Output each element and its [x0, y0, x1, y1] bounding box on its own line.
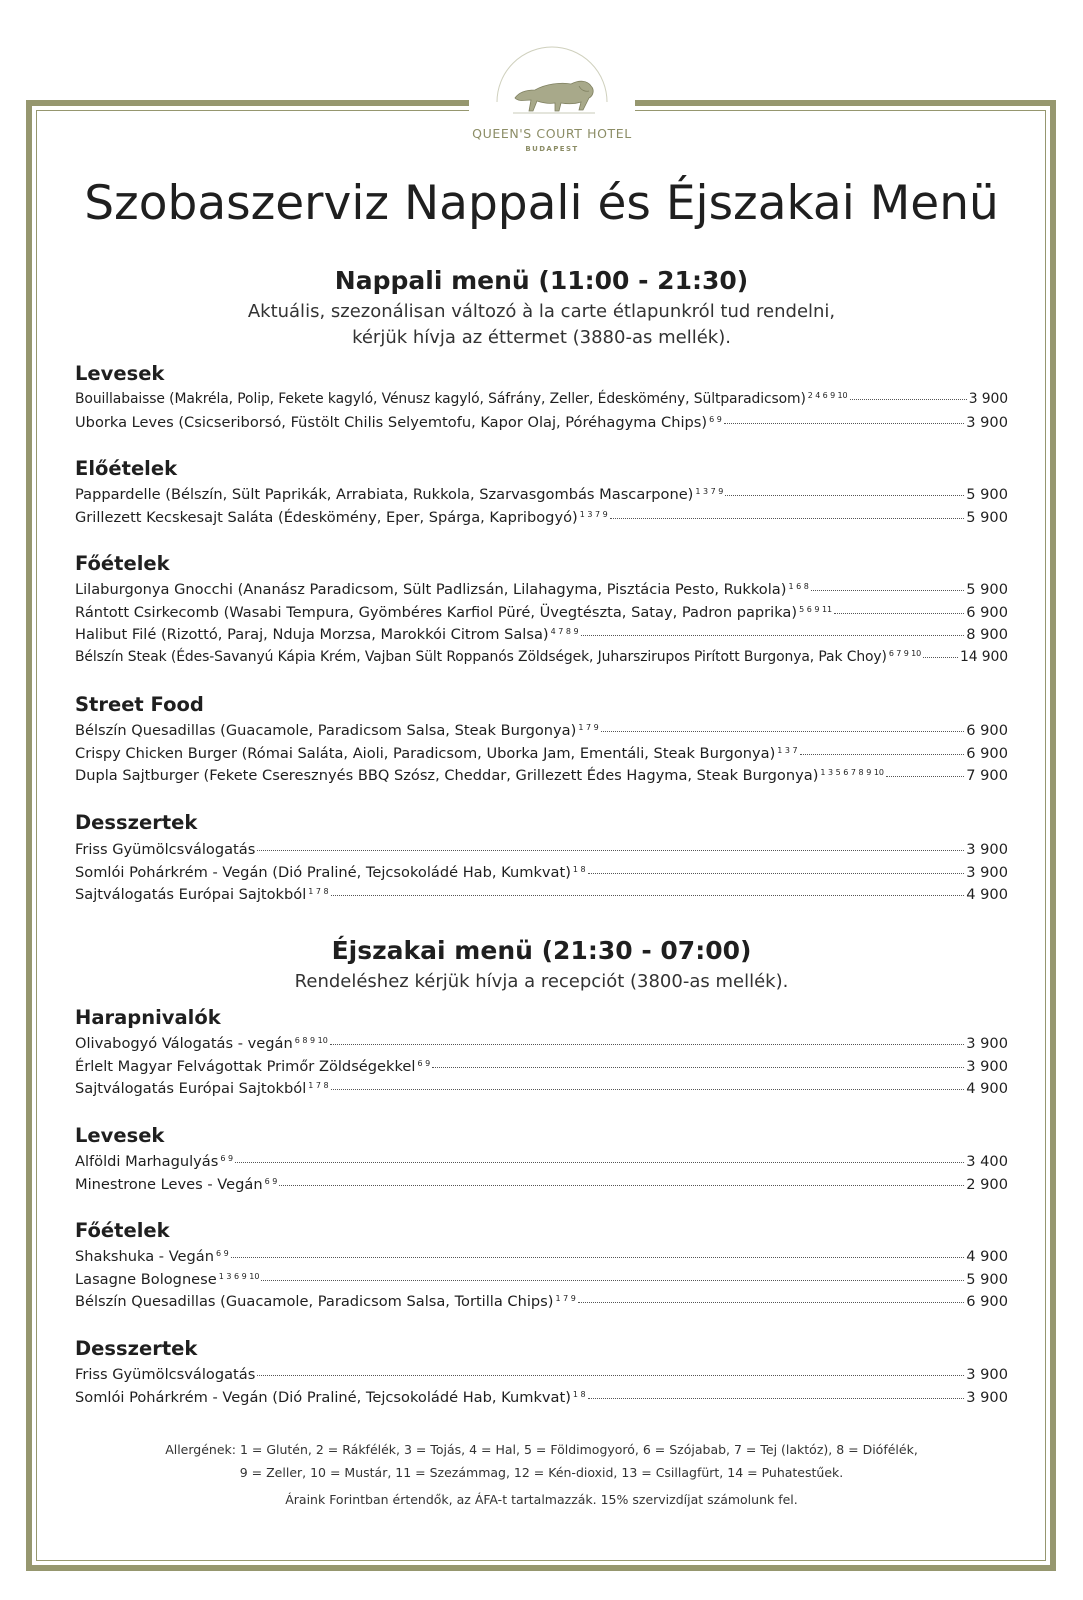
menu-item-price: 3 900 — [966, 863, 1008, 881]
allergen-codes: 6 9 — [417, 1058, 431, 1068]
menu-item-title: Crispy Chicken Burger (Római Saláta, Aioli, Paradicsom, Uborka Jam, Ementáli, Steak Burgonya) — [75, 744, 776, 762]
menu-item — [75, 745, 1008, 768]
hotel-name: QUEEN'S COURT HOTEL — [472, 126, 632, 141]
menu-item-price: 3 900 — [966, 1388, 1008, 1406]
menu-item-list — [75, 1153, 1008, 1198]
dot-leader — [724, 423, 964, 424]
menu-item-list — [75, 722, 1008, 790]
menu-item-name — [75, 1176, 277, 1193]
allergen-legend-2: 9 = Zeller, 10 = Mustár, 11 = Szezámmag, 12 = Kén-dioxid, 13 = Csillagfürt, 14 = Puhatestűek. — [239, 1465, 844, 1480]
menu-item-name — [75, 1389, 586, 1406]
dot-leader — [261, 1280, 964, 1281]
menu-item — [75, 1248, 1008, 1271]
category-heading: Street Food — [75, 693, 204, 716]
menu-item-price: 8 900 — [966, 626, 1008, 643]
dot-leader — [886, 776, 964, 777]
menu-item-title: Halibut Filé (Rizottó, Paraj, Nduja Morzsa, Marokkói Citrom Salsa) — [75, 626, 549, 643]
menu-item-price: 6 900 — [966, 1293, 1008, 1310]
menu-item — [75, 391, 1008, 414]
menu-item-list — [75, 1035, 1008, 1103]
menu-item — [75, 1293, 1008, 1316]
menu-item-title: Pappardelle (Bélszín, Sült Paprikák, Arrabiata, Rukkola, Szarvasgombás Mascarpone) — [75, 486, 694, 503]
menu-item-title: Érlelt Magyar Felvágottak Primőr Zöldségekkel — [75, 1057, 416, 1075]
allergen-codes: 1 7 8 — [308, 887, 329, 896]
category-heading: Levesek — [75, 362, 165, 385]
page-title: Szobaszerviz Nappali és Éjszakai Menü — [84, 176, 999, 231]
menu-item-title: Uborka Leves (Csicseriborsó, Füstölt Chilis Selyemtofu, Kapor Olaj, Póréhagyma Chips) — [75, 413, 708, 431]
category-heading: Főételek — [75, 552, 170, 575]
menu-item-name — [75, 1035, 328, 1052]
menu-item — [75, 841, 1008, 864]
dot-leader — [834, 613, 964, 614]
dot-leader — [588, 873, 965, 874]
menu-item-title: Bélszín Quesadillas (Guacamole, Paradicsom Salsa, Steak Burgonya) — [75, 722, 577, 739]
menu-item — [75, 886, 1008, 909]
menu-item — [75, 1080, 1008, 1103]
menu-item-name — [75, 1058, 430, 1075]
menu-item — [75, 1058, 1008, 1081]
menu-item-price: 3 900 — [966, 1057, 1008, 1075]
dot-leader — [811, 590, 964, 591]
night-menu-note: Rendeléshez kérjük hívja a recepciót (3800-as mellék). — [294, 971, 789, 992]
allergen-codes: 1 7 9 — [555, 1294, 576, 1303]
price-note: Áraink Forintban értendők, az ÁFA-t tartalmazzák. 15% szervizdíjat számolunk fel. — [285, 1492, 798, 1507]
menu-item-list — [75, 1248, 1008, 1316]
menu-item-name — [75, 1153, 233, 1170]
menu-item-name — [75, 722, 599, 739]
dot-leader — [330, 1044, 964, 1045]
allergen-codes: 6 9 — [264, 1176, 278, 1186]
allergen-codes: 4 7 8 9 — [550, 627, 579, 636]
dot-leader — [257, 850, 964, 851]
menu-item-name — [75, 581, 809, 598]
menu-item-name — [75, 841, 255, 858]
dot-leader — [581, 635, 965, 636]
menu-item — [75, 1153, 1008, 1176]
menu-item-price: 5 900 — [966, 1270, 1008, 1288]
dot-leader — [231, 1257, 965, 1258]
menu-item — [75, 486, 1008, 509]
dot-leader — [331, 895, 965, 896]
menu-item — [75, 1366, 1008, 1389]
dot-leader — [279, 1185, 964, 1186]
menu-item — [75, 414, 1008, 437]
allergen-codes: 6 7 9 10 — [888, 648, 922, 658]
menu-item-name — [75, 886, 329, 903]
menu-item — [75, 1389, 1008, 1412]
dot-leader — [235, 1162, 964, 1163]
menu-item-title: Bouillabaisse (Makréla, Polip, Fekete kagyló, Vénusz kagyló, Sáfrány, Zeller, Édeskömény, Sültparadicsom) — [75, 391, 806, 407]
dot-leader — [331, 1089, 965, 1090]
dot-leader — [257, 1375, 964, 1376]
hotel-city: BUDAPEST — [525, 145, 579, 153]
allergen-codes: 1 8 — [572, 864, 586, 874]
menu-item-title: Somlói Pohárkrém - Vegán (Dió Praliné, Tejcsokoládé Hab, Kumkvat) — [75, 1388, 571, 1406]
menu-item — [75, 864, 1008, 887]
allergen-codes: 1 3 5 6 7 8 9 10 — [820, 768, 884, 777]
category-heading: Főételek — [75, 1219, 170, 1242]
allergen-codes: 1 7 8 — [308, 1081, 329, 1090]
menu-item-price: 4 900 — [966, 1248, 1008, 1265]
dot-leader — [610, 518, 965, 519]
lion-icon — [509, 68, 597, 116]
menu-item-title: Minestrone Leves - Vegán — [75, 1175, 263, 1193]
menu-item-title: Olivabogyó Válogatás - vegán — [75, 1035, 293, 1052]
menu-item-title: Lasagne Bolognese — [75, 1270, 217, 1288]
menu-item-name — [75, 745, 798, 762]
menu-item-price: 5 900 — [966, 508, 1008, 526]
menu-item-price: 3 900 — [966, 1366, 1008, 1383]
menu-item-name — [75, 864, 586, 881]
menu-item-price: 6 900 — [966, 744, 1008, 762]
dot-leader — [601, 731, 965, 732]
menu-item — [75, 626, 1008, 649]
day-menu-heading: Nappali menü (11:00 - 21:30) — [334, 266, 749, 295]
menu-item-price: 3 900 — [966, 1035, 1008, 1052]
night-menu-heading: Éjszakai menü (21:30 - 07:00) — [331, 936, 752, 965]
allergen-legend-1: Allergének: 1 = Glutén, 2 = Rákfélék, 3 = Tojás, 4 = Hal, 5 = Földimogyoró, 6 = Szójabab, 7 = Tej (laktóz), 8 = Diófélék, — [165, 1442, 918, 1457]
allergen-codes: 1 3 6 9 10 — [218, 1271, 260, 1281]
day-menu-note-2: kérjük hívja az éttermet (3880-as mellék). — [352, 327, 731, 348]
allergen-codes: 2 4 6 9 10 — [807, 391, 848, 400]
allergen-codes: 1 3 7 9 — [695, 487, 724, 496]
menu-item-price: 4 900 — [966, 886, 1008, 903]
menu-item-list — [75, 391, 1008, 436]
menu-item-title: Grillezett Kecskesajt Saláta (Édeskömény, Eper, Spárga, Kapribogyó) — [75, 508, 578, 526]
menu-item-price: 3 900 — [966, 841, 1008, 858]
day-menu-note-1: Aktuális, szezonálisan változó à la carte étlapunkról tud rendelni, — [247, 301, 836, 322]
menu-item-title: Bélszín Quesadillas (Guacamole, Paradicsom Salsa, Tortilla Chips) — [75, 1293, 554, 1310]
allergen-codes: 5 6 9 11 — [799, 604, 833, 614]
dot-leader — [588, 1398, 965, 1399]
allergen-codes: 6 9 — [220, 1154, 234, 1163]
menu-item-title: Friss Gyümölcsválogatás — [75, 1366, 256, 1383]
menu-item-title: Rántott Csirkecomb (Wasabi Tempura, Gyömbéres Karfiol Püré, Üvegtészta, Satay, Padron paprika) — [75, 603, 798, 621]
menu-item — [75, 649, 1008, 672]
menu-item-price: 7 900 — [966, 767, 1008, 784]
menu-item-name — [75, 486, 723, 503]
category-heading: Előételek — [75, 457, 178, 480]
allergen-codes: 1 3 7 — [777, 745, 798, 755]
menu-item-price: 3 400 — [966, 1153, 1008, 1170]
menu-item-title: Shakshuka - Vegán — [75, 1248, 214, 1265]
menu-item-price: 6 900 — [966, 603, 1008, 621]
category-heading: Desszertek — [75, 811, 198, 834]
menu-item-name — [75, 391, 848, 407]
menu-item-price: 14 900 — [959, 648, 1008, 665]
category-heading: Levesek — [75, 1124, 165, 1147]
menu-item-name — [75, 626, 579, 643]
menu-item-name — [75, 1293, 576, 1310]
category-heading: Desszertek — [75, 1337, 198, 1360]
menu-item-name — [75, 1080, 329, 1097]
menu-item — [75, 1271, 1008, 1294]
dot-leader — [432, 1067, 964, 1068]
allergen-codes: 1 6 8 — [788, 582, 809, 591]
menu-item — [75, 509, 1008, 532]
allergen-codes: 6 9 — [709, 414, 722, 424]
menu-item-name — [75, 1271, 259, 1288]
dot-leader — [578, 1302, 964, 1303]
menu-item-title: Dupla Sajtburger (Fekete Cseresznyés BBQ Szósz, Cheddar, Grillezett Édes Hagyma, Steak Burgonya) — [75, 767, 819, 784]
menu-item-title: Somlói Pohárkrém - Vegán (Dió Praliné, Tejcsokoládé Hab, Kumkvat) — [75, 863, 571, 881]
menu-item — [75, 581, 1008, 604]
menu-item-name — [75, 509, 608, 526]
menu-item-name — [75, 1366, 255, 1383]
allergen-codes: 1 3 7 9 — [579, 509, 608, 519]
menu-item-price: 3 900 — [966, 413, 1008, 431]
allergen-codes: 6 9 — [215, 1249, 229, 1258]
menu-item-title: Bélszín Steak (Édes-Savanyú Kápia Krém, Vajban Sült Roppanós Zöldségek, Juharszirupos Pirított Burgonya, Pak Choy) — [75, 648, 887, 665]
menu-item-title: Sajtválogatás Európai Sajtokból — [75, 886, 307, 903]
menu-item-list — [75, 486, 1008, 531]
dot-leader — [850, 399, 967, 400]
menu-item-price: 5 900 — [966, 486, 1008, 503]
menu-item-price: 2 900 — [966, 1175, 1008, 1193]
menu-item — [75, 604, 1008, 627]
dot-leader — [923, 657, 958, 658]
allergen-codes: 1 7 9 — [578, 723, 599, 732]
menu-item — [75, 1176, 1008, 1199]
hotel-logo — [469, 38, 635, 168]
menu-item-name — [75, 767, 884, 784]
menu-item-list — [75, 1366, 1008, 1411]
menu-item-price: 6 900 — [966, 722, 1008, 739]
menu-item — [75, 1035, 1008, 1058]
menu-item-list — [75, 841, 1008, 909]
menu-item-name — [75, 604, 832, 621]
menu-item — [75, 722, 1008, 745]
menu-item-name — [75, 414, 722, 431]
menu-item-price: 4 900 — [966, 1080, 1008, 1097]
menu-item — [75, 767, 1008, 790]
menu-item-name — [75, 1248, 229, 1265]
menu-item-name — [75, 649, 921, 665]
menu-item-list — [75, 581, 1008, 671]
category-heading: Harapnivalók — [75, 1006, 221, 1029]
menu-item-price: 5 900 — [966, 581, 1008, 598]
menu-item-title: Sajtválogatás Európai Sajtokból — [75, 1080, 307, 1097]
allergen-codes: 6 8 9 10 — [294, 1036, 328, 1045]
menu-item-title: Lilaburgonya Gnocchi (Ananász Paradicsom, Sült Padlizsán, Lilahagyma, Pisztácia Pesto, Rukkola) — [75, 581, 787, 598]
menu-item-title: Friss Gyümölcsválogatás — [75, 841, 256, 858]
dot-leader — [725, 495, 964, 496]
allergen-codes: 1 8 — [572, 1389, 586, 1399]
menu-item-price: 3 900 — [968, 391, 1008, 407]
dot-leader — [800, 754, 965, 755]
menu-item-title: Alföldi Marhagulyás — [75, 1153, 219, 1170]
